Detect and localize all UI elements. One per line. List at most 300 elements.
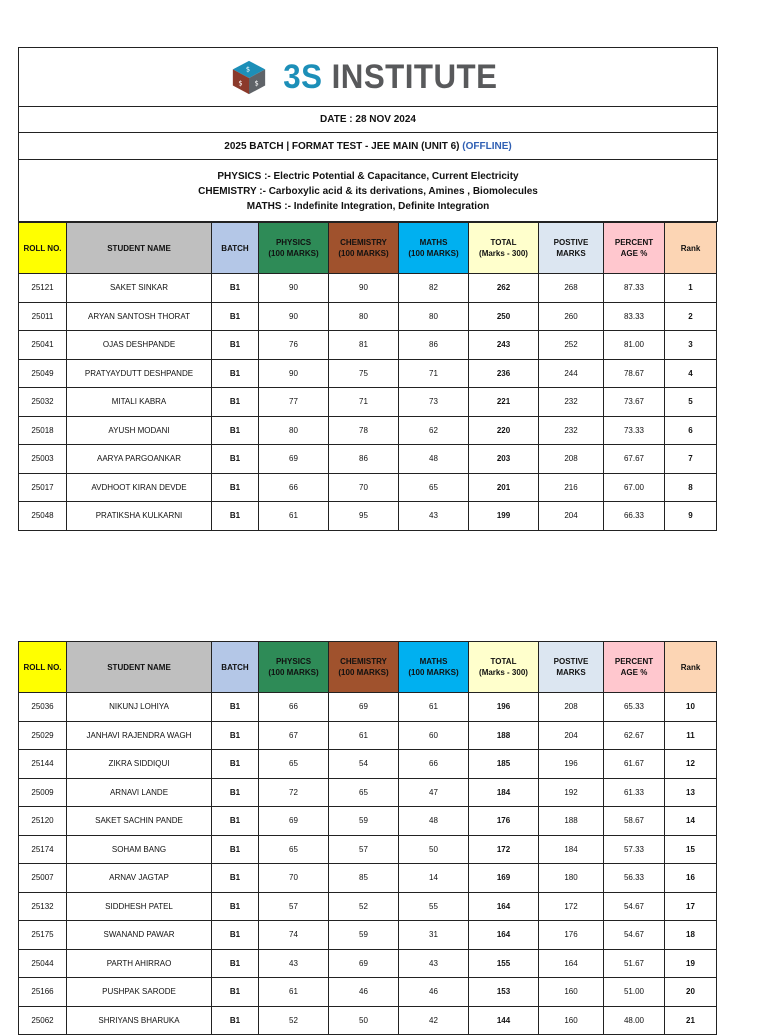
student-name-cell: AARYA PARGOANKAR — [67, 445, 212, 474]
student-name-cell: ZIKRA SIDDIQUI — [67, 750, 212, 779]
maths-cell: 73 — [399, 388, 469, 417]
physics-cell: 43 — [259, 949, 329, 978]
percentage-cell: 87.33 — [604, 274, 665, 303]
physics-cell: 61 — [259, 502, 329, 531]
positive-marks-cell: 180 — [539, 864, 604, 893]
chemistry-cell: 59 — [329, 921, 399, 950]
student-name-cell: SOHAM BANG — [67, 835, 212, 864]
positive-marks-header — [539, 642, 604, 693]
test-date: DATE : 28 NOV 2024 — [19, 107, 717, 133]
total-cell: 188 — [469, 721, 539, 750]
student-name-cell: JANHAVI RAJENDRA WAGH — [67, 721, 212, 750]
total-cell: 176 — [469, 807, 539, 836]
batch-cell: B1 — [212, 864, 259, 893]
maths-cell: 46 — [399, 978, 469, 1007]
chemistry-cell: 81 — [329, 331, 399, 360]
percentage-cell: 62.67 — [604, 721, 665, 750]
maths-header — [399, 223, 469, 274]
table-row — [19, 331, 717, 360]
total-cell: 243 — [469, 331, 539, 360]
percentage-cell: 78.67 — [604, 359, 665, 388]
student-name-cell: PUSHPAK SARODE — [67, 978, 212, 1007]
percentage-cell: 83.33 — [604, 302, 665, 331]
roll-no-cell: 25009 — [19, 778, 67, 807]
physics-cell: 90 — [259, 274, 329, 303]
total-cell: 172 — [469, 835, 539, 864]
batch-cell: B1 — [212, 1006, 259, 1035]
physics-cell: 72 — [259, 778, 329, 807]
student-name-cell: AVDHOOT KIRAN DEVDE — [67, 473, 212, 502]
chemistry-header-line: CHEMISTRY — [340, 657, 387, 666]
maths-header-line: MATHS — [419, 657, 448, 666]
syllabus — [19, 160, 717, 222]
percentage-cell: 51.00 — [604, 978, 665, 1007]
rank-cell: 14 — [665, 807, 717, 836]
student-name-cell: PRATYAYDUTT DESHPANDE — [67, 359, 212, 388]
percentage-cell: 51.67 — [604, 949, 665, 978]
total-header-line: TOTAL — [490, 238, 517, 247]
maths-cell: 31 — [399, 921, 469, 950]
batch-cell: B1 — [212, 416, 259, 445]
roll-no-cell: 25049 — [19, 359, 67, 388]
total-cell: 250 — [469, 302, 539, 331]
chemistry-cell: 75 — [329, 359, 399, 388]
rank-cell: 4 — [665, 359, 717, 388]
student-name-cell: SAKET SACHIN PANDE — [67, 807, 212, 836]
roll-no-cell: 25036 — [19, 693, 67, 722]
percentage-cell: 58.67 — [604, 807, 665, 836]
roll-no-cell: 25032 — [19, 388, 67, 417]
maths-header-line: (100 MARKS) — [408, 668, 459, 677]
logo-suffix: INSTITUTE — [322, 57, 498, 96]
student-name-cell: MITALI KABRA — [67, 388, 212, 417]
rank-cell: 5 — [665, 388, 717, 417]
positive-marks-cell: 252 — [539, 331, 604, 360]
total-cell: 155 — [469, 949, 539, 978]
rank-cell: 9 — [665, 502, 717, 531]
batch-cell: B1 — [212, 978, 259, 1007]
maths-cell: 61 — [399, 693, 469, 722]
physics-cell: 80 — [259, 416, 329, 445]
positive-marks-cell: 260 — [539, 302, 604, 331]
maths-cell: 82 — [399, 274, 469, 303]
table-row — [19, 892, 717, 921]
physics-cell: 90 — [259, 359, 329, 388]
batch-header — [212, 223, 259, 274]
positive-marks-cell: 244 — [539, 359, 604, 388]
chemistry-cell: 61 — [329, 721, 399, 750]
roll-no-cell: 25175 — [19, 921, 67, 950]
chemistry-cell: 65 — [329, 778, 399, 807]
roll-no-cell: 25011 — [19, 302, 67, 331]
positive-marks-cell: 196 — [539, 750, 604, 779]
physics-cell: 69 — [259, 807, 329, 836]
table-row — [19, 807, 717, 836]
rank-cell: 8 — [665, 473, 717, 502]
roll-no-header — [19, 642, 67, 693]
cube-logo-icon — [230, 58, 268, 96]
total-cell: 144 — [469, 1006, 539, 1035]
chemistry-cell: 78 — [329, 416, 399, 445]
chemistry-cell: 57 — [329, 835, 399, 864]
percentage-cell: 54.67 — [604, 892, 665, 921]
chemistry-cell: 69 — [329, 693, 399, 722]
rank-cell: 10 — [665, 693, 717, 722]
physics-cell: 66 — [259, 473, 329, 502]
rank-cell: 16 — [665, 864, 717, 893]
report-header — [18, 47, 718, 222]
batch-cell: B1 — [212, 359, 259, 388]
chemistry-cell: 95 — [329, 502, 399, 531]
positive-marks-header — [539, 223, 604, 274]
student-name-cell: ARYAN SANTOSH THORAT — [67, 302, 212, 331]
percentage-header-line: AGE % — [620, 249, 648, 258]
batch-cell: B1 — [212, 949, 259, 978]
batch-cell: B1 — [212, 835, 259, 864]
physics-header-line: PHYSICS — [275, 657, 312, 666]
physics-header — [259, 642, 329, 693]
percentage-cell: 54.67 — [604, 921, 665, 950]
total-cell: 203 — [469, 445, 539, 474]
chemistry-cell: 80 — [329, 302, 399, 331]
positive-marks-cell: 184 — [539, 835, 604, 864]
roll-no-cell: 25003 — [19, 445, 67, 474]
percentage-cell: 61.67 — [604, 750, 665, 779]
rank-cell: 6 — [665, 416, 717, 445]
rank-cell: 21 — [665, 1006, 717, 1035]
physics-cell: 57 — [259, 892, 329, 921]
chemistry-cell: 59 — [329, 807, 399, 836]
rank-cell: 3 — [665, 331, 717, 360]
roll-no-cell: 25062 — [19, 1006, 67, 1035]
positive-marks-cell: 160 — [539, 978, 604, 1007]
batch-cell: B1 — [212, 693, 259, 722]
physics-cell: 69 — [259, 445, 329, 474]
table-row — [19, 473, 717, 502]
physics-cell: 74 — [259, 921, 329, 950]
physics-cell: 66 — [259, 693, 329, 722]
positive-marks-cell: 216 — [539, 473, 604, 502]
batch-cell: B1 — [212, 473, 259, 502]
percentage-cell: 48.00 — [604, 1006, 665, 1035]
maths-header-line: MATHS — [419, 238, 448, 247]
rank-cell: 13 — [665, 778, 717, 807]
rank-cell: 15 — [665, 835, 717, 864]
chemistry-cell: 50 — [329, 1006, 399, 1035]
maths-cell: 50 — [399, 835, 469, 864]
positive-marks-cell: 176 — [539, 921, 604, 950]
chemistry-header-line: (100 MARKS) — [338, 668, 389, 677]
maths-cell: 47 — [399, 778, 469, 807]
syllabus-physics: PHYSICS :- Electric Potential & Capacitance, Current Electricity — [217, 171, 519, 182]
total-cell: 164 — [469, 921, 539, 950]
roll-no-cell: 25044 — [19, 949, 67, 978]
total-cell: 185 — [469, 750, 539, 779]
percentage-cell: 57.33 — [604, 835, 665, 864]
maths-cell: 66 — [399, 750, 469, 779]
chemistry-header — [329, 642, 399, 693]
roll-no-cell: 25018 — [19, 416, 67, 445]
physics-header-line: (100 MARKS) — [268, 249, 319, 258]
student-name-cell: NIKUNJ LOHIYA — [67, 693, 212, 722]
chemistry-cell: 69 — [329, 949, 399, 978]
results-table-1 — [18, 222, 716, 531]
table-row — [19, 949, 717, 978]
batch-cell: B1 — [212, 892, 259, 921]
table-row — [19, 835, 717, 864]
total-cell: 199 — [469, 502, 539, 531]
positive-marks-cell: 188 — [539, 807, 604, 836]
batch-cell: B1 — [212, 445, 259, 474]
svg-text:$: $ — [237, 79, 243, 88]
percentage-cell: 81.00 — [604, 331, 665, 360]
total-cell: 236 — [469, 359, 539, 388]
batch-cell: B1 — [212, 721, 259, 750]
batch-cell: B1 — [212, 274, 259, 303]
positive-marks-header-line: POSTIVE — [553, 657, 589, 666]
student-name-cell: SWANAND PAWAR — [67, 921, 212, 950]
svg-text:$: $ — [254, 79, 259, 88]
student-name-cell: SIDDHESH PATEL — [67, 892, 212, 921]
positive-marks-cell: 232 — [539, 416, 604, 445]
physics-cell: 90 — [259, 302, 329, 331]
batch-cell: B1 — [212, 807, 259, 836]
batch-header-line: BATCH — [221, 243, 249, 253]
roll-no-cell: 25029 — [19, 721, 67, 750]
positive-marks-cell: 208 — [539, 693, 604, 722]
percentage-header — [604, 223, 665, 274]
total-header-line: (Marks - 300) — [479, 668, 528, 677]
student-name-cell: PRATIKSHA KULKARNI — [67, 502, 212, 531]
batch-text: 2025 BATCH | FORMAT TEST - JEE MAIN (UNIT 6) — [224, 141, 463, 152]
table-row — [19, 978, 717, 1007]
chemistry-header — [329, 223, 399, 274]
table-row — [19, 302, 717, 331]
positive-marks-cell: 204 — [539, 721, 604, 750]
offline-tag: (OFFLINE) — [462, 141, 512, 152]
total-header — [469, 642, 539, 693]
batch-cell: B1 — [212, 388, 259, 417]
total-cell: 169 — [469, 864, 539, 893]
rank-cell: 20 — [665, 978, 717, 1007]
student-name-cell: SAKET SINKAR — [67, 274, 212, 303]
total-header — [469, 223, 539, 274]
total-cell: 262 — [469, 274, 539, 303]
maths-cell: 71 — [399, 359, 469, 388]
logo-prefix: 3S — [282, 57, 323, 96]
student-name-cell: ARNAV JAGTAP — [67, 864, 212, 893]
percentage-header — [604, 642, 665, 693]
chemistry-header-line: (100 MARKS) — [338, 249, 389, 258]
physics-header-line: PHYSICS — [275, 238, 312, 247]
roll-no-cell: 25041 — [19, 331, 67, 360]
batch-line — [19, 133, 717, 160]
positive-marks-cell: 192 — [539, 778, 604, 807]
percentage-cell: 61.33 — [604, 778, 665, 807]
rank-header-line: Rank — [680, 243, 701, 253]
student-name-cell: OJAS DESHPANDE — [67, 331, 212, 360]
physics-cell: 52 — [259, 1006, 329, 1035]
batch-cell: B1 — [212, 502, 259, 531]
percentage-cell: 67.00 — [604, 473, 665, 502]
roll-no-header — [19, 223, 67, 274]
rank-cell: 18 — [665, 921, 717, 950]
batch-cell: B1 — [212, 331, 259, 360]
maths-cell: 80 — [399, 302, 469, 331]
table-row — [19, 750, 717, 779]
roll-no-header-line: ROLL NO. — [23, 243, 62, 253]
maths-header — [399, 642, 469, 693]
physics-header — [259, 223, 329, 274]
table-row — [19, 721, 717, 750]
positive-marks-cell: 232 — [539, 388, 604, 417]
rank-cell: 12 — [665, 750, 717, 779]
table-row — [19, 864, 717, 893]
roll-no-cell: 25174 — [19, 835, 67, 864]
chemistry-cell: 90 — [329, 274, 399, 303]
table-row — [19, 274, 717, 303]
svg-text:$: $ — [245, 65, 250, 74]
roll-no-cell: 25007 — [19, 864, 67, 893]
positive-marks-cell: 172 — [539, 892, 604, 921]
total-cell: 196 — [469, 693, 539, 722]
roll-no-cell: 25048 — [19, 502, 67, 531]
maths-cell: 48 — [399, 445, 469, 474]
percentage-cell: 73.33 — [604, 416, 665, 445]
chemistry-cell: 86 — [329, 445, 399, 474]
chemistry-cell: 52 — [329, 892, 399, 921]
total-header-line: (Marks - 300) — [479, 249, 528, 258]
total-header-line: TOTAL — [490, 657, 517, 666]
maths-cell: 65 — [399, 473, 469, 502]
physics-cell: 61 — [259, 978, 329, 1007]
batch-cell: B1 — [212, 921, 259, 950]
batch-cell: B1 — [212, 750, 259, 779]
chemistry-header-line: CHEMISTRY — [340, 238, 387, 247]
student-name-cell: AYUSH MODANI — [67, 416, 212, 445]
percentage-cell: 67.67 — [604, 445, 665, 474]
physics-cell: 70 — [259, 864, 329, 893]
table-row — [19, 502, 717, 531]
chemistry-cell: 71 — [329, 388, 399, 417]
maths-cell: 42 — [399, 1006, 469, 1035]
rank-cell: 19 — [665, 949, 717, 978]
total-cell: 221 — [469, 388, 539, 417]
percentage-cell: 56.33 — [604, 864, 665, 893]
rank-cell: 17 — [665, 892, 717, 921]
batch-header — [212, 642, 259, 693]
physics-cell: 67 — [259, 721, 329, 750]
logo-row — [19, 48, 717, 107]
student-name-header — [67, 223, 212, 274]
maths-cell: 43 — [399, 949, 469, 978]
table-row — [19, 445, 717, 474]
table-header-row — [19, 642, 717, 693]
rank-cell: 7 — [665, 445, 717, 474]
maths-cell: 86 — [399, 331, 469, 360]
positive-marks-cell: 208 — [539, 445, 604, 474]
table-row — [19, 921, 717, 950]
results-table-2 — [18, 641, 716, 1035]
roll-no-cell: 25120 — [19, 807, 67, 836]
percentage-header-line: AGE % — [620, 668, 648, 677]
positive-marks-cell: 204 — [539, 502, 604, 531]
roll-no-cell: 25132 — [19, 892, 67, 921]
percentage-header-line: PERCENT — [614, 238, 654, 247]
physics-header-line: (100 MARKS) — [268, 668, 319, 677]
maths-cell: 14 — [399, 864, 469, 893]
table-row — [19, 1006, 717, 1035]
table-header-row — [19, 223, 717, 274]
total-cell: 164 — [469, 892, 539, 921]
student-name-cell: ARNAVI LANDE — [67, 778, 212, 807]
roll-no-cell: 25144 — [19, 750, 67, 779]
rank-header — [665, 223, 717, 274]
table-row — [19, 416, 717, 445]
maths-cell: 60 — [399, 721, 469, 750]
rank-header — [665, 642, 717, 693]
institute-name — [283, 58, 497, 97]
student-name-header-line: STUDENT NAME — [107, 243, 171, 253]
maths-cell: 48 — [399, 807, 469, 836]
maths-cell: 43 — [399, 502, 469, 531]
student-name-header — [67, 642, 212, 693]
student-name-cell: PARTH AHIRRAO — [67, 949, 212, 978]
chemistry-cell: 54 — [329, 750, 399, 779]
table-row — [19, 388, 717, 417]
total-cell: 220 — [469, 416, 539, 445]
percentage-cell: 73.67 — [604, 388, 665, 417]
total-cell: 201 — [469, 473, 539, 502]
physics-cell: 77 — [259, 388, 329, 417]
total-cell: 153 — [469, 978, 539, 1007]
positive-marks-header-line: MARKS — [556, 249, 586, 258]
positive-marks-header-line: MARKS — [556, 668, 586, 677]
batch-header-line: BATCH — [221, 662, 249, 672]
percentage-cell: 65.33 — [604, 693, 665, 722]
rank-cell: 1 — [665, 274, 717, 303]
maths-cell: 62 — [399, 416, 469, 445]
syllabus-chemistry: CHEMISTRY :- Carboxylic acid & its derivations, Amines , Biomolecules — [198, 186, 538, 197]
physics-cell: 76 — [259, 331, 329, 360]
student-name-cell: SHRIYANS BHARUKA — [67, 1006, 212, 1035]
roll-no-cell: 25017 — [19, 473, 67, 502]
rank-cell: 11 — [665, 721, 717, 750]
roll-no-cell: 25166 — [19, 978, 67, 1007]
maths-header-line: (100 MARKS) — [408, 249, 459, 258]
table-row — [19, 693, 717, 722]
batch-cell: B1 — [212, 302, 259, 331]
chemistry-cell: 85 — [329, 864, 399, 893]
roll-no-header-line: ROLL NO. — [23, 662, 62, 672]
batch-cell: B1 — [212, 778, 259, 807]
chemistry-cell: 46 — [329, 978, 399, 1007]
positive-marks-cell: 160 — [539, 1006, 604, 1035]
positive-marks-cell: 164 — [539, 949, 604, 978]
table-row — [19, 778, 717, 807]
syllabus-maths: MATHS :- Indefinite Integration, Definite Integration — [246, 201, 490, 212]
rank-header-line: Rank — [680, 662, 701, 672]
percentage-header-line: PERCENT — [614, 657, 654, 666]
positive-marks-header-line: POSTIVE — [553, 238, 589, 247]
roll-no-cell: 25121 — [19, 274, 67, 303]
table-row — [19, 359, 717, 388]
chemistry-cell: 70 — [329, 473, 399, 502]
maths-cell: 55 — [399, 892, 469, 921]
student-name-header-line: STUDENT NAME — [107, 662, 171, 672]
percentage-cell: 66.33 — [604, 502, 665, 531]
positive-marks-cell: 268 — [539, 274, 604, 303]
